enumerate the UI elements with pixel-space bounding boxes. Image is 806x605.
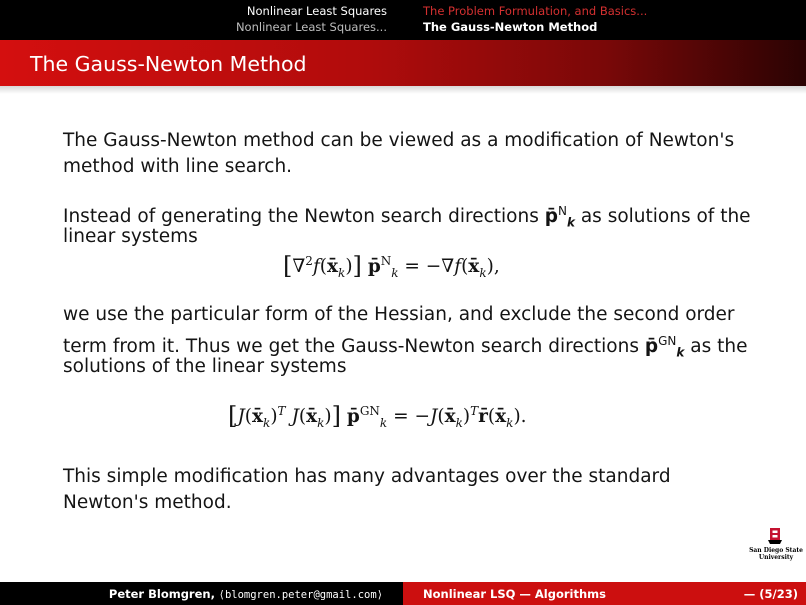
header-left	[0, 0, 403, 40]
footer-email: ⟨blomgren.peter@gmail.com⟩	[218, 589, 383, 601]
frame-title-shadow	[0, 86, 806, 94]
header-right	[403, 0, 806, 40]
paragraph-2-text-b: as solutions of the	[574, 206, 751, 228]
paragraph-3-text-b: as the	[684, 336, 748, 358]
paragraph-4-line-2: Newton's method.	[63, 492, 232, 513]
footer-right	[403, 582, 806, 605]
footer-bar	[0, 582, 806, 605]
gauss-newton-direction-symbol: p̄$^{GN}_k$	[644, 334, 685, 360]
paragraph-3-text-a: term from it. Thus we get the Gauss-Newton search directions	[63, 336, 645, 358]
paragraph-1-line-2: method with line search.	[63, 156, 293, 177]
header-bar	[0, 0, 806, 40]
footer-author-name: Peter Blomgren,	[108, 587, 215, 601]
footer-page-number: — (5/23)	[743, 587, 798, 601]
footer-author	[109, 587, 383, 601]
paragraph-1-line-1: The Gauss-Newton method can be viewed as a modification of Newton's	[63, 130, 735, 151]
footer-title: Nonlinear LSQ — Algorithms	[423, 587, 607, 601]
newton-equation: $[\nabla^2f(x̄_k)]$ p̄$^N_k$ = $-\nabla f(x̄_k)$,	[283, 252, 500, 281]
header-section-right-link[interactable]: The Problem Formulation, and Basics...	[423, 4, 648, 18]
paragraph-2-line-2: linear systems	[63, 226, 198, 247]
gauss-newton-equation: [$J(x̄_k)^T$ $J(x̄_k)$] p̄$^{GN}_k$ = $-J(x̄_k)^Tr̄(x̄_k)$.	[228, 402, 527, 431]
paragraph-2-text-a: Instead of generating the Newton search directions	[63, 206, 545, 228]
paragraph-3-line-3: solutions of the linear systems	[63, 356, 347, 377]
newton-direction-symbol: p̄$^N_k$	[544, 204, 575, 230]
header-subsection-right-link[interactable]: The Gauss-Newton Method	[423, 20, 598, 34]
paragraph-3-line-1: we use the particular form of the Hessian, and exclude the second order	[63, 304, 735, 325]
university-logo-text	[746, 548, 806, 561]
footer-left	[0, 582, 403, 605]
header-subsection-link[interactable]: Nonlinear Least Squares...	[235, 20, 387, 34]
paragraph-4-line-1: This simple modification has many advantages over the standard	[63, 466, 671, 487]
frame-title: The Gauss-Newton Method	[30, 52, 307, 76]
header-section-link[interactable]: Nonlinear Least Squares	[246, 4, 387, 18]
logo-line-2: University	[758, 553, 794, 561]
logo-line-1: San Diego State	[749, 547, 803, 554]
